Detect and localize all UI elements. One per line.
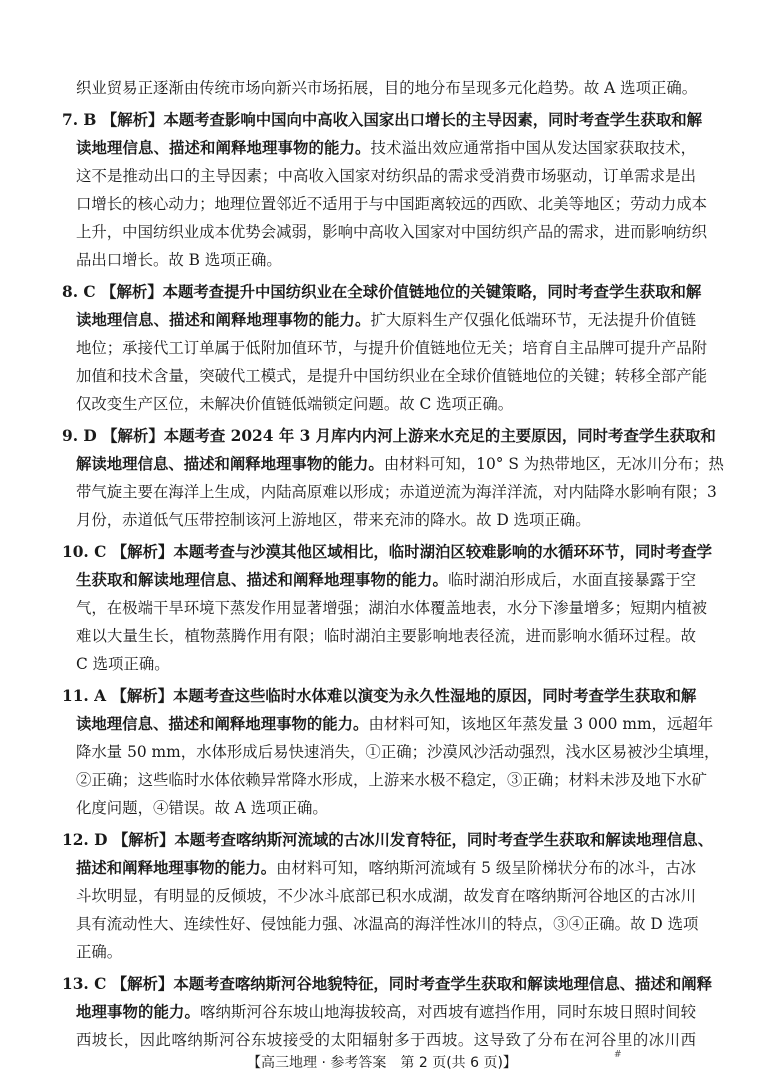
q10-heading — [62, 542, 712, 562]
q8-heading — [62, 282, 702, 302]
q7-number: 7. B — [62, 111, 97, 129]
q11-number: 11. A — [62, 687, 107, 705]
q11-line-5: 化度问题，④错误。故 A 选项正确。 — [76, 799, 328, 817]
q7-heading — [62, 110, 703, 130]
q7-text: 技术溢出效应通常指中国从发达国家获取技术， — [370, 139, 696, 157]
q13-number: 13. C — [62, 975, 107, 993]
q11-line-2 — [76, 714, 714, 734]
q9-analysis-head: 【解析】本题考查 2024 年 3 月库内内河上游来水充足的主要原因，同时考查学生获取和 — [102, 427, 716, 445]
q8-ability: 读地理信息、描述和阐释地理事物的能力。 — [76, 311, 371, 329]
q11-ability: 读地理信息、描述和阐释地理事物的能力。 — [76, 715, 369, 733]
q7-line-4: 口增长的核心动力；地理位置邻近不适用于与中国距离较远的西欧、北美等地区；劳动力成本 — [76, 195, 708, 213]
q10-analysis-head: 【解析】本题考查与沙漠其他区域相比，临时湖泊区较难影响的水循环环节，同时考查学 — [111, 543, 712, 561]
q12-line-5: 正确。 — [76, 943, 123, 961]
q9-heading — [62, 426, 716, 446]
q11-line-4: ②正确；这些临时水体依赖异常降水形成，上游来水极不稳定，③正确；材料未涉及地下水矿 — [76, 771, 708, 789]
page-footer: 【高三地理 · 参考答案 第 2 页(共 6 页)】 — [247, 1055, 517, 1071]
q13-line-2 — [76, 1002, 696, 1022]
q9-number: 9. D — [62, 427, 97, 445]
q8-number: 8. C — [62, 283, 96, 301]
q13-ability: 地理事物的能力。 — [76, 1003, 201, 1021]
q12-ability: 描述和阐释地理事物的能力。 — [76, 859, 277, 877]
q10-number: 10. C — [62, 543, 107, 561]
q12-line-4: 具有流动性大、连续性好、侵蚀能力强、冰温高的海洋性冰川的特点，③④正确。故 D 选项 — [76, 915, 699, 933]
intro-line: 织业贸易正逐渐由传统市场向新兴市场拓展，目的地分布呈现多元化趋势。故 A 选项正确。 — [76, 79, 698, 97]
q9-text: 由材料可知，10° S 为热带地区，无冰川分布；热 — [383, 455, 724, 473]
q10-line-5: C 选项正确。 — [76, 655, 170, 673]
q13-analysis-head: 【解析】本题考查喀纳斯河谷地貌特征，同时考查学生获取和解读地理信息、描述和阐释 — [111, 975, 712, 993]
q9-line-3: 带气旋主要在海洋上生成，内陆高原难以形成；赤道逆流为海洋洋流，对内陆降水影响有限；3 — [76, 483, 717, 501]
q11-heading — [62, 686, 696, 706]
q11-line-3: 降水量 50 mm，水体形成后易快速消失，①正确；沙漠风沙活动强烈，浅水区易被沙尘填埋， — [76, 743, 720, 761]
q12-text: 由材料可知，喀纳斯河流域有 5 级呈阶梯状分布的冰斗，古冰 — [276, 859, 696, 877]
q13-line-3: 西坡长，因此喀纳斯河谷东坡接受的太阳辐射多于西坡。这导致了分布在河谷里的冰川西 — [76, 1031, 696, 1049]
q12-number: 12. D — [62, 831, 108, 849]
q12-line-2 — [76, 858, 696, 878]
q8-line-2 — [76, 310, 696, 330]
q8-analysis-head: 【解析】本题考查提升中国纺织业在全球价值链地位的关键策略，同时考查学生获取和解 — [101, 283, 702, 301]
corner-mark: # — [614, 1050, 622, 1060]
q9-line-4: 月份，赤道低气压带控制该河上游地区，带来充沛的降水。故 D 选项正确。 — [76, 511, 591, 529]
q8-text: 扩大原料生产仅强化低端环节，无法提升价值链 — [370, 311, 696, 329]
q13-heading — [62, 974, 712, 994]
q10-line-3: 气，在极端干旱环境下蒸发作用显著增强；湖泊水体覆盖地表，水分下渗量增多；短期内植被 — [76, 599, 708, 617]
q7-line-2 — [76, 138, 696, 158]
q10-line-2 — [76, 570, 696, 590]
q7-ability: 读地理信息、描述和阐释地理事物的能力。 — [76, 139, 371, 157]
q12-analysis-head: 【解析】本题考查喀纳斯河流域的古冰川发育特征，同时考查学生获取和解读地理信息、 — [112, 831, 714, 849]
q10-text: 临时湖泊形成后，水面直接暴露于空 — [448, 571, 696, 589]
q13-text: 喀纳斯河谷东坡山地海拔较高，对西坡有遮挡作用，同时东坡日照时间较 — [200, 1003, 696, 1021]
q8-line-4: 加值和技术含量，突破代工模式，是提升中国纺织业在全球价值链地位的关键；转移全部产能 — [76, 367, 708, 385]
q12-heading — [62, 830, 714, 850]
q8-line-3: 地位；承接代工订单属于低附加值环节，与提升价值链地位无关；培育自主品牌可提升产品附 — [76, 339, 708, 357]
q7-line-5: 上升，中国纺织业成本优势会减弱，影响中高收入国家对中国纺织产品的需求，进而影响纺织 — [76, 223, 708, 241]
q11-analysis-head: 【解析】本题考查这些临时水体难以演变为永久性湿地的原因，同时考查学生获取和解 — [111, 687, 697, 705]
q9-line-2 — [76, 454, 724, 474]
q10-ability: 生获取和解读地理信息、描述和阐释地理事物的能力。 — [76, 571, 449, 589]
q7-line-3: 这不是推动出口的主导因素；中高收入国家对纺织品的需求受消费市场驱动，订单需求是出 — [76, 167, 696, 185]
q9-ability: 解读地理信息、描述和阐释地理事物的能力。 — [76, 455, 384, 473]
q11-text: 由材料可知，该地区年蒸发量 3 000 mm，远超年 — [368, 715, 714, 733]
q7-line-6: 品出口增长。故 B 选项正确。 — [76, 251, 282, 269]
q8-line-5: 仅改变生产区位，未解决价值链低端锁定问题。故 C 选项正确。 — [76, 395, 514, 413]
q7-analysis-head: 【解析】本题考查影响中国向中高收入国家出口增长的主导因素，同时考查学生获取和解 — [101, 111, 703, 129]
q12-line-3: 斗坎明显，有明显的反倾坡，不少冰斗底部已积水成湖，故发育在喀纳斯河谷地区的古冰川 — [76, 887, 696, 905]
q10-line-4: 难以大量生长，植物蒸腾作用有限；临时湖泊主要影响地表径流，进而影响水循环过程。故 — [76, 627, 696, 645]
